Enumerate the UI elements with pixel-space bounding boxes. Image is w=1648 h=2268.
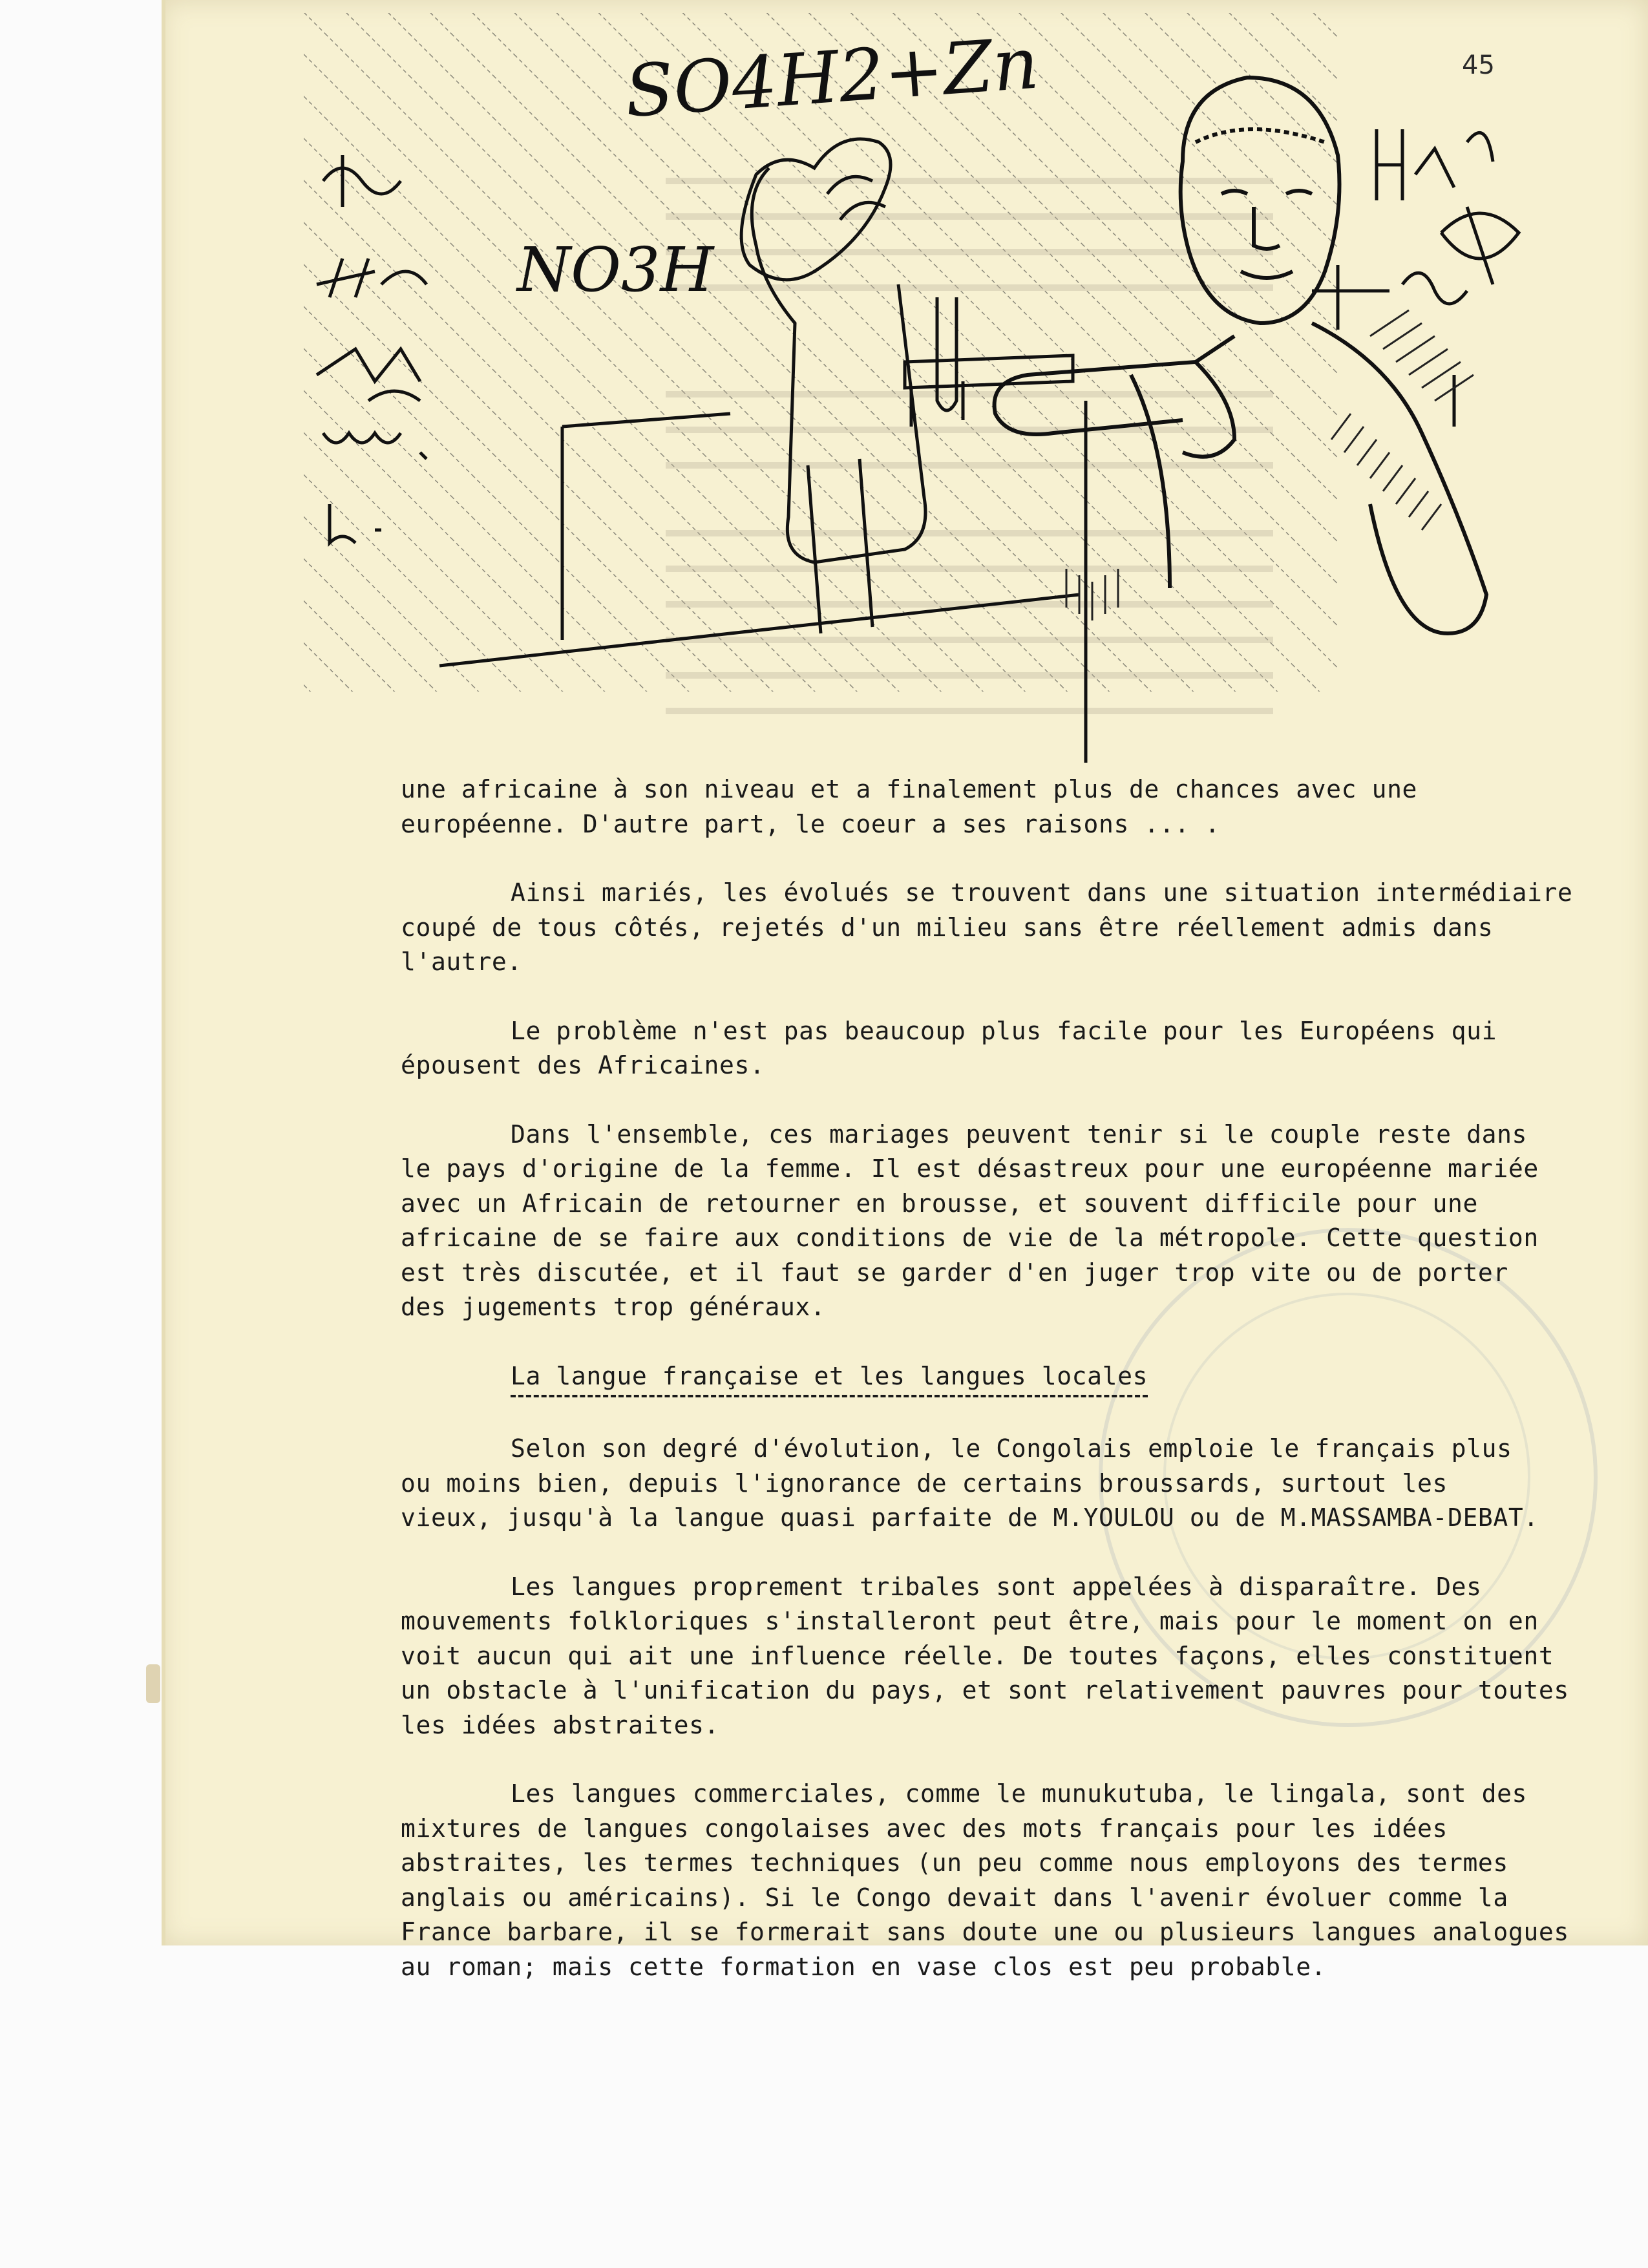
paragraph-5-line-3: voit aucun qui ait une influence réelle. De toutes façons, elles constituent xyxy=(401,1641,1554,1670)
paragraph-3-line-3: avec un Africain de retourner en brousse, et souvent difficile pour une xyxy=(401,1189,1478,1218)
paragraph-4-line-3: vieux, jusqu'à la langue quasi parfaite de M.YOULOU ou de M.MASSAMBA-DEBAT. xyxy=(401,1503,1539,1532)
paper-left-edge xyxy=(162,0,165,1945)
paragraph-3-line-2: le pays d'origine de la femme. Il est désastreux pour une européenne mariée xyxy=(401,1154,1539,1183)
paragraph-2-line-2: épousent des Africaines. xyxy=(401,1051,765,1079)
paragraph-4 xyxy=(401,1432,1590,1536)
paragraph-6 xyxy=(401,1777,1590,1984)
paragraph-3-line-4: africaine de se faire aux conditions de vie de la métropole. Cette question xyxy=(401,1224,1539,1252)
paragraph-4-line-2: ou moins bien, depuis l'ignorance de certains broussards, surtout les xyxy=(401,1468,1448,1498)
formula-so4h2-zn: SO4H2+Zn xyxy=(622,21,1042,133)
scribbles-right xyxy=(1312,129,1519,427)
paragraph-1-line-2: coupé de tous côtés, rejetés d'un milieu sans être réellement admis dans xyxy=(401,913,1494,942)
tape-mark xyxy=(146,1664,160,1703)
paragraph-1-line-1: Ainsi mariés, les évolués se trouvent dans une situation intermédiaire xyxy=(511,878,1573,907)
paragraph-6-line-5: France barbare, il se formerait sans doute une ou plusieurs langues analogues xyxy=(401,1918,1569,1946)
section-heading: La langue française et les langues locales xyxy=(511,1359,1148,1398)
paragraph-2 xyxy=(401,1014,1590,1083)
paragraph-2-line-1: Le problème n'est pas beaucoup plus facile pour les Européens qui xyxy=(511,1016,1497,1045)
paragraph-0-line-1: une africaine à son niveau et a finalement plus de chances avec une xyxy=(401,775,1418,803)
chemist-illustration xyxy=(304,13,1583,776)
formula-no3h: NO3H xyxy=(517,235,714,306)
paragraph-6-line-1: Les langues commerciales, comme le munukutuba, le lingala, sont des xyxy=(511,1779,1528,1808)
paragraph-3-line-1: Dans l'ensemble, ces mariages peuvent tenir si le couple reste dans xyxy=(511,1119,1528,1149)
paragraph-6-line-3: abstraites, les termes techniques (un peu comme nous employons des termes xyxy=(401,1849,1508,1877)
paragraph-6-line-4: anglais ou américains). Si le Congo devait dans l'avenir évoluer comme la xyxy=(401,1883,1508,1912)
page-number: 45 xyxy=(1462,50,1495,80)
paragraph-6-line-2: mixtures de langues congolaises avec des mots français pour les idées xyxy=(401,1814,1448,1843)
body-text xyxy=(401,772,1590,2019)
paragraph-4-line-1: Selon son degré d'évolution, le Congolais emploie le français plus xyxy=(511,1434,1512,1463)
paragraph-3-line-6: des jugements trop généraux. xyxy=(401,1293,826,1321)
paragraph-5-line-5: les idées abstraites. xyxy=(401,1710,720,1739)
paragraph-5-line-2: mouvements folkloriques s'installeront peut être, mais pour le moment on en xyxy=(401,1607,1539,1635)
paragraph-3 xyxy=(401,1118,1590,1325)
paragraph-5-line-4: un obstacle à l'unification du pays, et sont relativement pauvres pour toutes xyxy=(401,1676,1569,1704)
paragraph-0-line-2: européenne. D'autre part, le coeur a ses raisons ... . xyxy=(401,809,1220,838)
paragraph-3-line-5: est très discutée, et il faut se garder d'en juger trop vite ou de porter xyxy=(401,1258,1508,1287)
paragraph-6-line-6: au roman; mais cette formation en vase clos est peu probable. xyxy=(401,1952,1327,1981)
paragraph-1 xyxy=(401,876,1590,980)
paragraph-5 xyxy=(401,1570,1590,1743)
section-heading-wrap xyxy=(401,1359,1590,1398)
paragraph-1-line-3: l'autre. xyxy=(401,948,522,976)
paragraph-0 xyxy=(401,772,1590,842)
paragraph-5-line-1: Les langues proprement tribales sont appelées à disparaître. Des xyxy=(511,1572,1482,1601)
